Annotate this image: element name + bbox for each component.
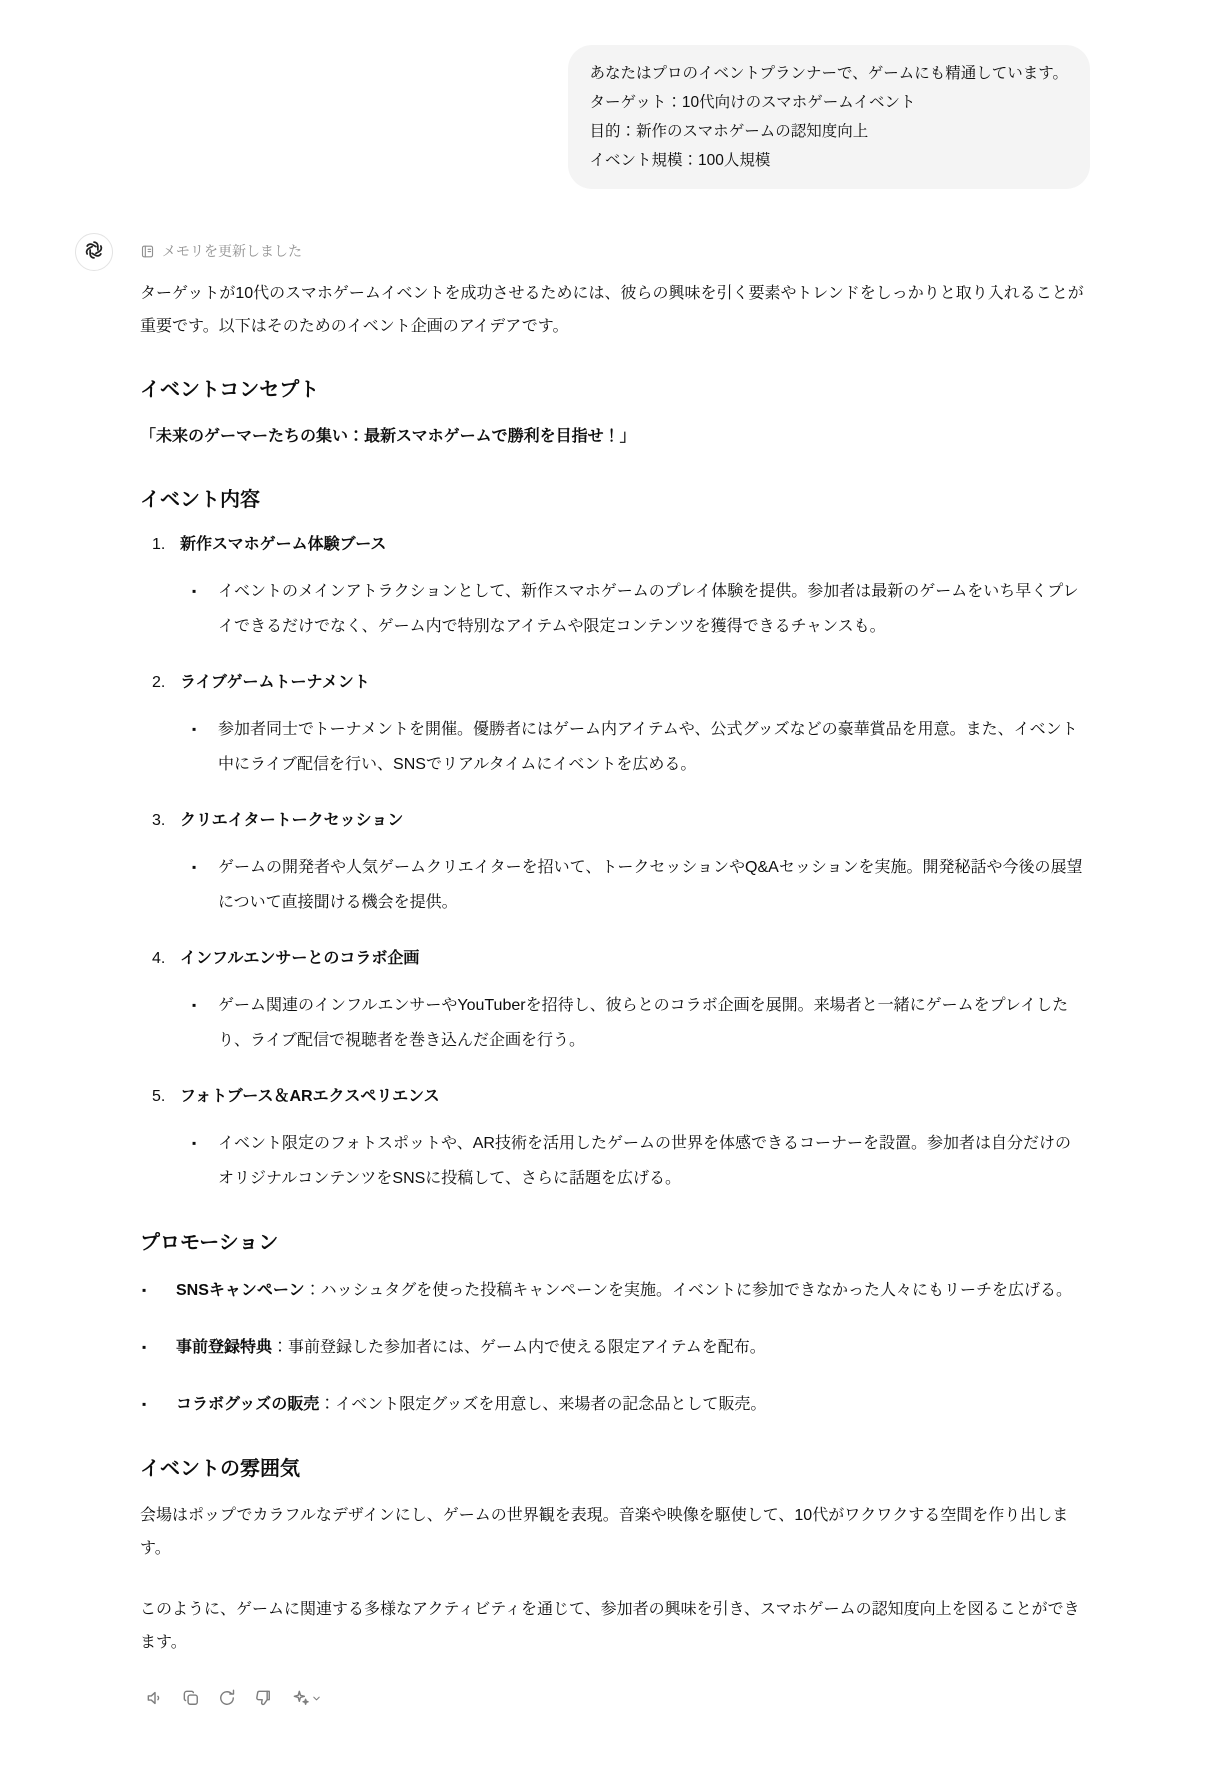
section-heading-atmosphere: イベントの雰囲気 [140,1458,300,1480]
user-message-line: あなたはプロのイベントプランナーで、ゲームにも精通しています。 [589,65,1068,82]
user-message-line: ターゲット：10代向けのスマホゲームイベント [589,94,916,111]
list-item-detail: ▪ ゲーム関連のインフルエンサーやYouTuberを招待し、彼らとのコラボ企画を展開。来場者と一緒にゲームをプレイしたり、ライブ配信で視聴者を巻き込んだ企画を行う。 [140,988,1092,1058]
list-item-number: 1. [152,536,166,553]
read-aloud-icon [145,1688,165,1708]
list-item [140,1387,1092,1422]
list-item [140,530,1092,644]
section-heading-promotion: プロモーション [140,1232,279,1254]
list-item-number: 3. [152,812,166,829]
section-heading-concept: イベントコンセプト [140,379,320,401]
promo-detail: ：イベント限定グッズを用意し、来場者の記念品として販売。 [319,1396,767,1413]
user-message-row [0,45,1224,189]
copy-button[interactable] [176,1683,206,1713]
list-item [140,944,1092,1058]
list-item-title: クリエイタートークセッション [180,812,404,829]
memory-notice-label: メモリを更新しました [162,243,302,259]
user-message-line: イベント規模：100人規模 [589,152,771,169]
assistant-message-row [0,231,1224,1713]
switch-model-button[interactable] [284,1683,328,1713]
promo-label: 事前登録特典 [176,1339,273,1356]
assistant-outro-paragraph: このように、ゲームに関連する多様なアクティビティを通じて、参加者の興味を引き、スマホゲームの認知度向上を図ることができます。 [140,1601,1080,1651]
event-concept-tagline: 「未来のゲーマーたちの集い：最新スマホゲームで勝利を目指せ！」 [140,428,636,445]
promo-detail: ：事前登録した参加者には、ゲーム内で使える限定アイテムを配布。 [272,1339,766,1356]
promo-label: コラボグッズの販売 [176,1396,320,1413]
list-item [140,668,1092,782]
copy-icon [181,1688,201,1708]
list-item [140,1330,1092,1365]
promo-label: SNSキャンペーン [176,1282,305,1299]
regenerate-icon [217,1688,237,1708]
list-item-title: 新作スマホゲーム体験ブース [180,536,387,553]
list-item-number: 2. [152,674,166,691]
list-item-detail: ▪ ゲームの開発者や人気ゲームクリエイターを招いて、トークセッションやQ&Aセッションを実施。開発秘話や今後の展望について直接聞ける機会を提供。 [140,850,1092,920]
assistant-message-content [140,231,1092,1713]
promotion-list [140,1273,1092,1422]
assistant-intro-paragraph: ターゲットが10代のスマホゲームイベントを成功させるためには、彼らの興味を引く要素やトレンドをしっかりと取り入れることが重要です。以下はそのためのイベント企画のアイデアです。 [140,285,1084,335]
read-aloud-button[interactable] [140,1683,170,1713]
memory-updated-notice[interactable] [140,241,1092,261]
message-action-bar [140,1683,1092,1713]
promo-detail: ：ハッシュタグを使った投稿キャンペーンを実施。イベントに参加できなかった人々にもリーチを広げる。 [304,1282,1072,1299]
section-heading-contents: イベント内容 [140,489,260,511]
bad-response-button[interactable] [248,1683,278,1713]
list-item-title: ライブゲームトーナメント [180,674,370,691]
atmosphere-paragraph: 会場はポップでカラフルなデザインにし、ゲームの世界観を表現。音楽や映像を駆使して、10代がワクワクする空間を作り出します。 [140,1507,1069,1557]
assistant-avatar [75,233,113,271]
regenerate-button[interactable] [212,1683,242,1713]
event-contents-list [140,530,1092,1196]
memory-icon [140,244,155,259]
list-item-title: インフルエンサーとのコラボ企画 [180,950,420,967]
openai-logo-icon [83,239,105,266]
user-message-bubble [568,45,1091,189]
switch-model-icon [291,1688,311,1708]
list-item-detail: ▪ イベントのメインアトラクションとして、新作スマホゲームのプレイ体験を提供。参加者は最新のゲームをいち早くプレイできるだけでなく、ゲーム内で特別なアイテムや限定コンテンツを獲得できるチャンスも。 [140,574,1092,644]
list-item [140,1273,1092,1308]
list-item-number: 5. [152,1088,166,1105]
thumbs-down-icon [253,1688,273,1708]
chevron-down-icon [311,1693,322,1704]
user-message-line: 目的：新作のスマホゲームの認知度向上 [589,123,869,140]
list-item [140,1082,1092,1196]
list-item-detail: ▪ 参加者同士でトーナメントを開催。優勝者にはゲーム内アイテムや、公式グッズなどの豪華賞品を用意。また、イベント中にライブ配信を行い、SNSでリアルタイムにイベントを広める。 [140,712,1092,782]
list-item-number: 4. [152,950,166,967]
list-item [140,806,1092,920]
list-item-title: フォトブース＆ARエクスペリエンス [180,1088,440,1105]
list-item-detail: ▪ イベント限定のフォトスポットや、AR技術を活用したゲームの世界を体感できるコーナーを設置。参加者は自分だけのオリジナルコンテンツをSNSに投稿して、さらに話題を広げる。 [140,1126,1092,1196]
